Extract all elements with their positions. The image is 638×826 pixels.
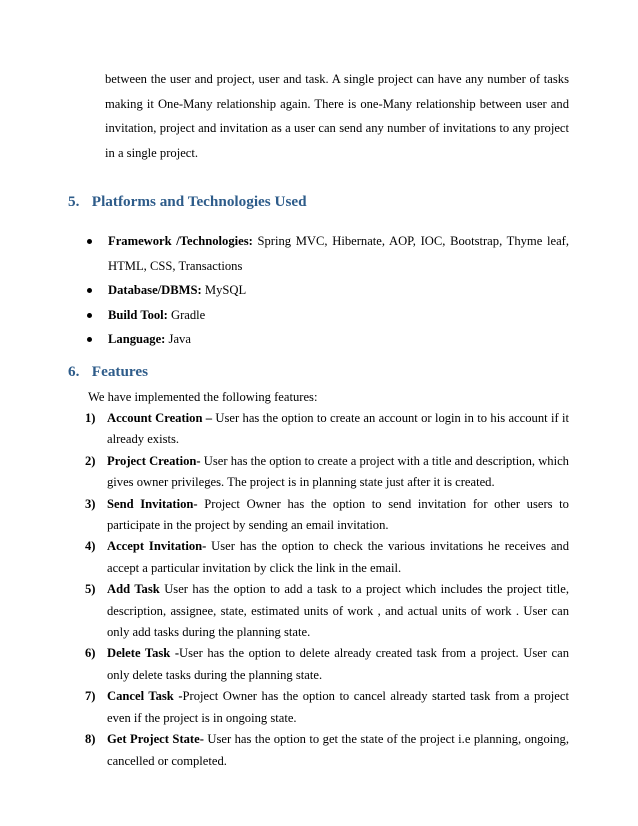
item-label: Accept Invitation- <box>107 539 207 554</box>
item-text: Spring MVC, Hibernate, AOP, IOC, Bootstrap, Thyme leaf, HTML, CSS, Transactions <box>108 234 569 273</box>
item-label: Language: <box>108 332 166 346</box>
section-5-heading <box>68 192 307 212</box>
item-text: User has the option to add a task to a project which includes the project title, description, assignee, state, estimated units of work , and actual units of work . User can only add tasks during the planning state. <box>107 582 569 640</box>
section-6-title: Features <box>91 363 149 380</box>
item-number: 5) <box>85 582 96 597</box>
item-label: Cancel Task - <box>107 689 183 704</box>
section-6-number: 6. <box>68 363 80 380</box>
item-label: Account Creation – <box>107 411 213 425</box>
bullet-icon <box>87 239 92 244</box>
list-item <box>85 579 569 643</box>
item-label: Database/DBMS: <box>108 283 202 297</box>
technologies-list <box>83 229 569 352</box>
bullet-icon <box>87 313 92 318</box>
item-text: Java <box>165 332 191 346</box>
list-item <box>83 229 569 278</box>
features-intro: We have implemented the following features: <box>88 390 318 404</box>
intro-paragraph: between the user and project, user and task. A single project can have any number of tasks making it One-Many relationship again. There is one-Many relationship between user and invitation, project and invitation as a user can send any number of invitations to any project in a single project. <box>105 72 569 160</box>
bullet-icon <box>87 337 92 342</box>
list-item <box>85 408 569 451</box>
list-item <box>85 686 569 729</box>
item-number: 2) <box>85 453 96 468</box>
item-label: Delete Task - <box>107 646 180 661</box>
bullet-icon <box>87 288 92 293</box>
section-5-title: Platforms and Technologies Used <box>91 193 307 210</box>
section-6-heading <box>68 362 148 382</box>
item-label: Build Tool: <box>108 307 168 322</box>
item-label: Framework /Technologies: <box>108 234 253 248</box>
item-number: 3) <box>85 496 96 511</box>
list-item <box>85 729 569 772</box>
item-text: MySQL <box>201 283 247 297</box>
item-number: 4) <box>85 539 96 554</box>
item-number: 8) <box>85 732 96 747</box>
item-number: 6) <box>85 646 96 661</box>
list-item <box>85 643 569 686</box>
item-text: User has the option to delete already created task from a project. User can only delete tasks during the planning state. <box>107 646 570 682</box>
item-text: User has the option to get the state of the project i.e planning, ongoing, cancelled or completed. <box>107 732 569 768</box>
features-list <box>85 408 569 772</box>
item-text: User has the option to check the various invitations he receives and accept a particular invitation by click the link in the email. <box>107 539 569 575</box>
item-label: Add Task <box>107 582 160 597</box>
list-item <box>85 536 569 579</box>
item-text: Project Owner has the option to send invitation for other users to participate in the project by sending an email invitation. <box>107 496 569 533</box>
list-item <box>83 327 569 352</box>
item-label: Project Creation- <box>107 453 201 468</box>
item-text: Gradle <box>167 307 206 322</box>
list-item <box>85 494 569 537</box>
item-text: Project Owner has the option to cancel already started task from a project even if the project is in ongoing state. <box>107 689 569 725</box>
section-5-number: 5. <box>68 193 80 210</box>
item-label: Get Project State- <box>107 732 204 747</box>
item-text: User has the option to create an account or login in to his account if it already exists. <box>107 411 569 447</box>
item-number: 1) <box>85 411 96 425</box>
item-label: Send Invitation- <box>107 496 198 511</box>
list-item <box>83 278 569 303</box>
list-item <box>83 303 569 328</box>
list-item <box>85 451 569 494</box>
item-text: User has the option to create a project with a title and description, which gives owner privileges. The project is in planning state just after it is created. <box>107 453 569 490</box>
item-number: 7) <box>85 689 96 704</box>
